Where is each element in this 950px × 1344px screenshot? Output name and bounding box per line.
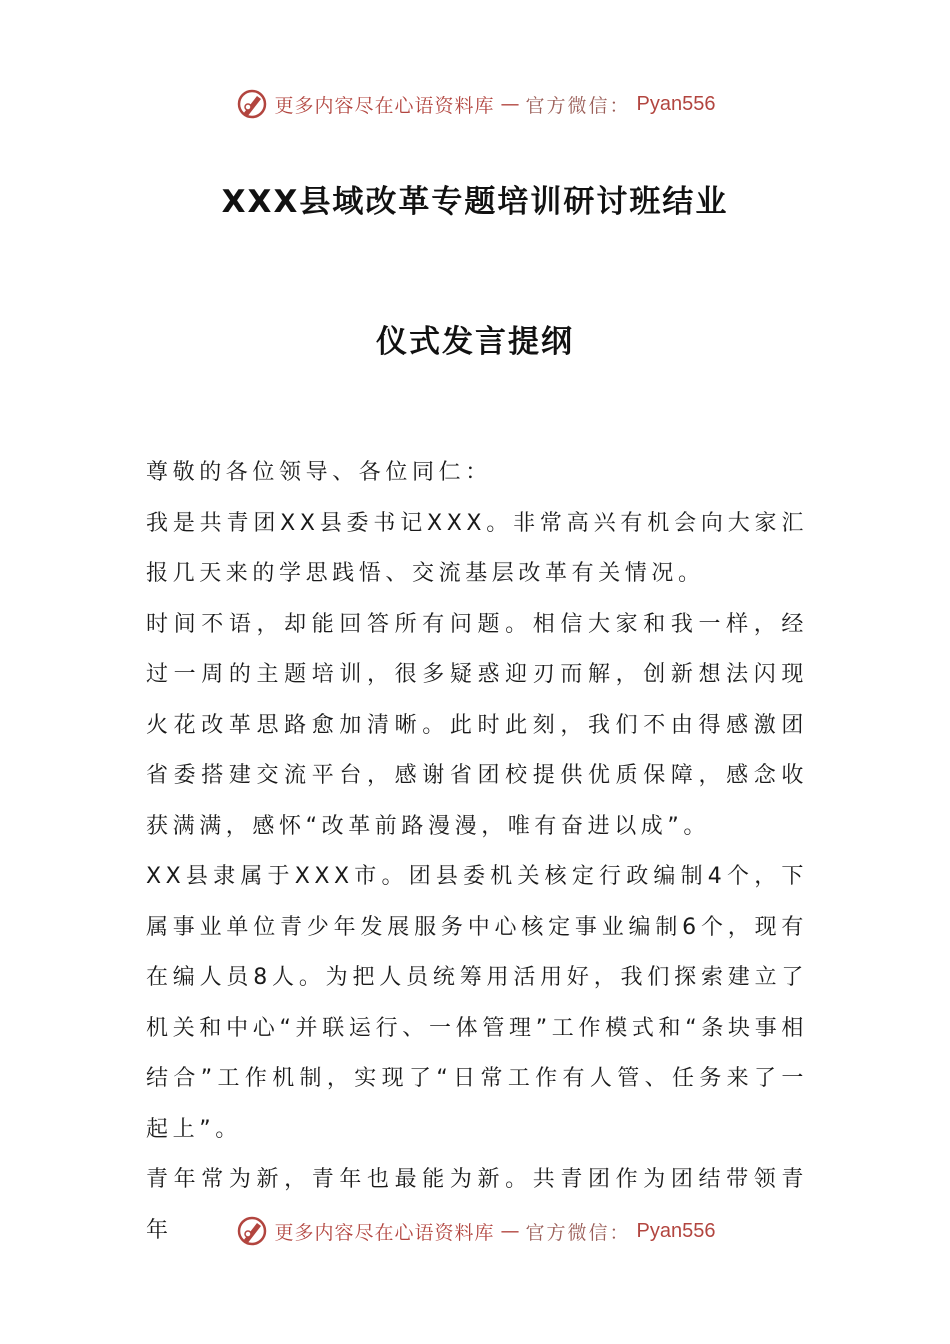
paragraph-reflection: 时间不语，却能回答所有问题。相信大家和我一样，经过一周的主题培训，很多疑惑迎刃而解，创新想法闪现火花改革思路愈加清晰。此时此刻，我们不由得感激团省委搭建交流平台，感谢省团校提供优质保障，感念收获满满，感怀“改革前路漫漫，唯有奋进以成”。 [146,611,808,839]
banner-wechat-handle: Pyan556 [636,1219,716,1242]
document-body [146,448,808,1256]
banner-label: 官方微信： [525,1221,631,1244]
banner-text: 更多内容尽在心语资料库 [274,1221,495,1244]
paragraph-county-overview: XX县隶属于XXX市。团县委机关核定行政编制4个，下属事业单位青少年发展服务中心核定事业编制6个，现有在编人员8人。为把人员统筹用活用好，我们探索建立了机关和中心“并联运行、一体管理”工作模式和“条块事相结合”工作机制，实现了“日常工作有人管、任务来了一起上”。 [146,864,808,1142]
banner-wechat-handle: Pyan556 [636,92,716,115]
banner-separator: — [500,93,520,115]
paragraph-introduction: 我是共青团XX县委书记XXX。非常高兴有机会向大家汇报几天来的学思践悟、交流基层改革有关情况。 [146,510,808,586]
document-title-line1: XXX县域改革专题培训研讨班结业 [221,184,729,220]
footer-banner [0,1211,950,1251]
header-banner [0,84,950,124]
banner-text: 更多内容尽在心语资料库 [274,94,495,117]
banner-separator: — [500,1220,520,1242]
paragraph-greeting: 尊敬的各位领导、各位同仁： [146,460,492,485]
document-title-line2: 仪式发言提纲 [376,324,574,360]
paragraph-youth: 青年常为新，青年也最能为新。共青团作为团结带领青年 [146,1167,808,1243]
pen-logo-icon [235,87,269,121]
banner-label: 官方微信： [525,94,631,117]
pen-logo-icon [235,1214,269,1248]
